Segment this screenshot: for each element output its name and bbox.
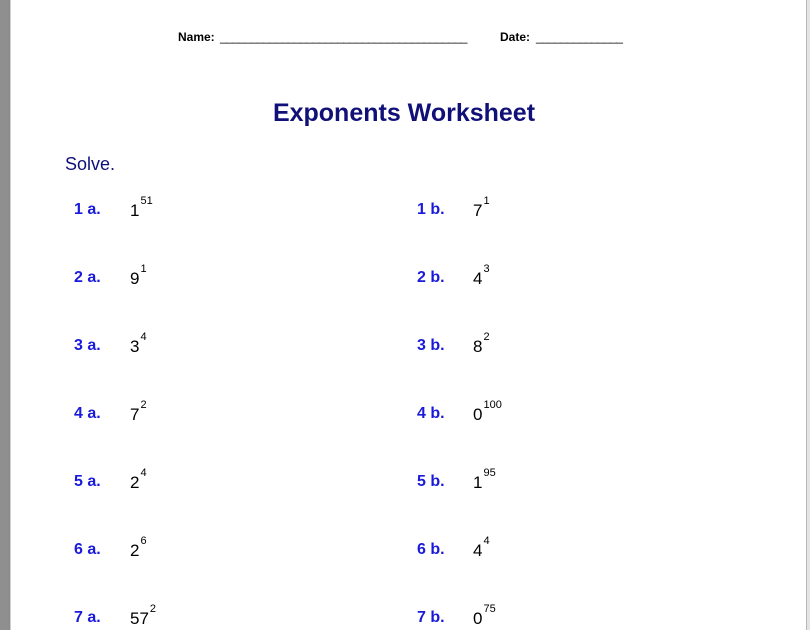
problem-number: 7 a. <box>74 609 101 626</box>
problem-base: 1 <box>130 201 140 220</box>
problem-exponent: 2 <box>149 603 157 615</box>
problem-number: 5 a. <box>74 473 101 490</box>
problem-expression <box>473 331 490 357</box>
problem-item <box>417 533 617 563</box>
name-blank-line: ________________________________________ <box>220 30 467 44</box>
problem-base: 9 <box>130 269 140 288</box>
problem-item <box>74 329 274 359</box>
problem-expression <box>130 603 157 629</box>
problem-number: 6 a. <box>74 541 101 558</box>
problem-number: 7 b. <box>417 609 445 626</box>
problem-item <box>417 329 617 359</box>
worksheet-page <box>10 0 807 630</box>
problem-number: 4 b. <box>417 405 445 422</box>
problem-base: 7 <box>130 405 140 424</box>
problem-exponent: 2 <box>483 331 490 343</box>
problem-expression <box>130 331 147 357</box>
problem-item <box>417 261 617 291</box>
problem-exponent: 4 <box>140 331 147 343</box>
date-blank-line: ______________ <box>536 30 623 44</box>
problem-number: 5 b. <box>417 473 445 490</box>
problem-item <box>74 397 274 427</box>
problem-number: 3 b. <box>417 337 445 354</box>
problem-item <box>417 465 617 495</box>
problem-item <box>74 601 274 630</box>
problem-expression <box>130 399 147 425</box>
instructions: Solve. <box>65 154 116 174</box>
problem-expression <box>473 195 490 221</box>
problem-expression <box>130 195 153 221</box>
problem-base: 4 <box>473 269 483 288</box>
problem-item <box>74 261 274 291</box>
scrollbar[interactable] <box>806 0 810 630</box>
problem-exponent: 3 <box>483 263 490 275</box>
problem-base: 3 <box>130 337 140 356</box>
problem-item <box>417 193 617 223</box>
problem-item <box>74 533 274 563</box>
problem-item <box>417 601 617 630</box>
problem-item <box>417 397 617 427</box>
problem-exponent: 4 <box>140 467 147 479</box>
problem-base: 4 <box>473 541 483 560</box>
problem-base: 8 <box>473 337 483 356</box>
problem-expression <box>130 467 147 493</box>
problem-number: 2 b. <box>417 269 445 286</box>
problem-base: 0 <box>473 405 483 424</box>
problem-expression <box>473 399 502 425</box>
problem-exponent: 95 <box>483 467 496 479</box>
problem-number: 1 b. <box>417 201 445 218</box>
date-label: Date: <box>500 30 531 44</box>
problem-expression <box>473 535 490 561</box>
problem-number: 3 a. <box>74 337 101 354</box>
problem-number: 4 a. <box>74 405 101 422</box>
name-label: Name: <box>178 30 215 44</box>
problem-expression <box>473 603 496 629</box>
problem-base: 0 <box>473 609 483 628</box>
problem-expression <box>130 263 147 289</box>
problem-number: 2 a. <box>74 269 101 286</box>
problem-exponent: 1 <box>140 263 147 275</box>
problem-expression <box>130 535 147 561</box>
problem-number: 1 a. <box>74 201 101 218</box>
problem-exponent: 1 <box>483 195 490 207</box>
problem-number: 6 b. <box>417 541 445 558</box>
problem-base: 1 <box>473 473 483 492</box>
problem-exponent: 2 <box>140 399 147 411</box>
problem-base: 57 <box>130 609 149 628</box>
problem-exponent: 100 <box>483 399 502 411</box>
problem-expression <box>473 263 490 289</box>
worksheet-title: Exponents Worksheet <box>272 99 536 127</box>
problem-exponent: 75 <box>483 603 496 615</box>
problem-base: 2 <box>130 541 140 560</box>
problem-base: 7 <box>473 201 483 220</box>
problem-base: 2 <box>130 473 140 492</box>
problem-item <box>74 193 274 223</box>
problem-exponent: 6 <box>140 535 147 547</box>
problem-item <box>74 465 274 495</box>
problem-exponent: 51 <box>140 195 153 207</box>
problem-exponent: 4 <box>483 535 490 547</box>
problem-expression <box>473 467 496 493</box>
